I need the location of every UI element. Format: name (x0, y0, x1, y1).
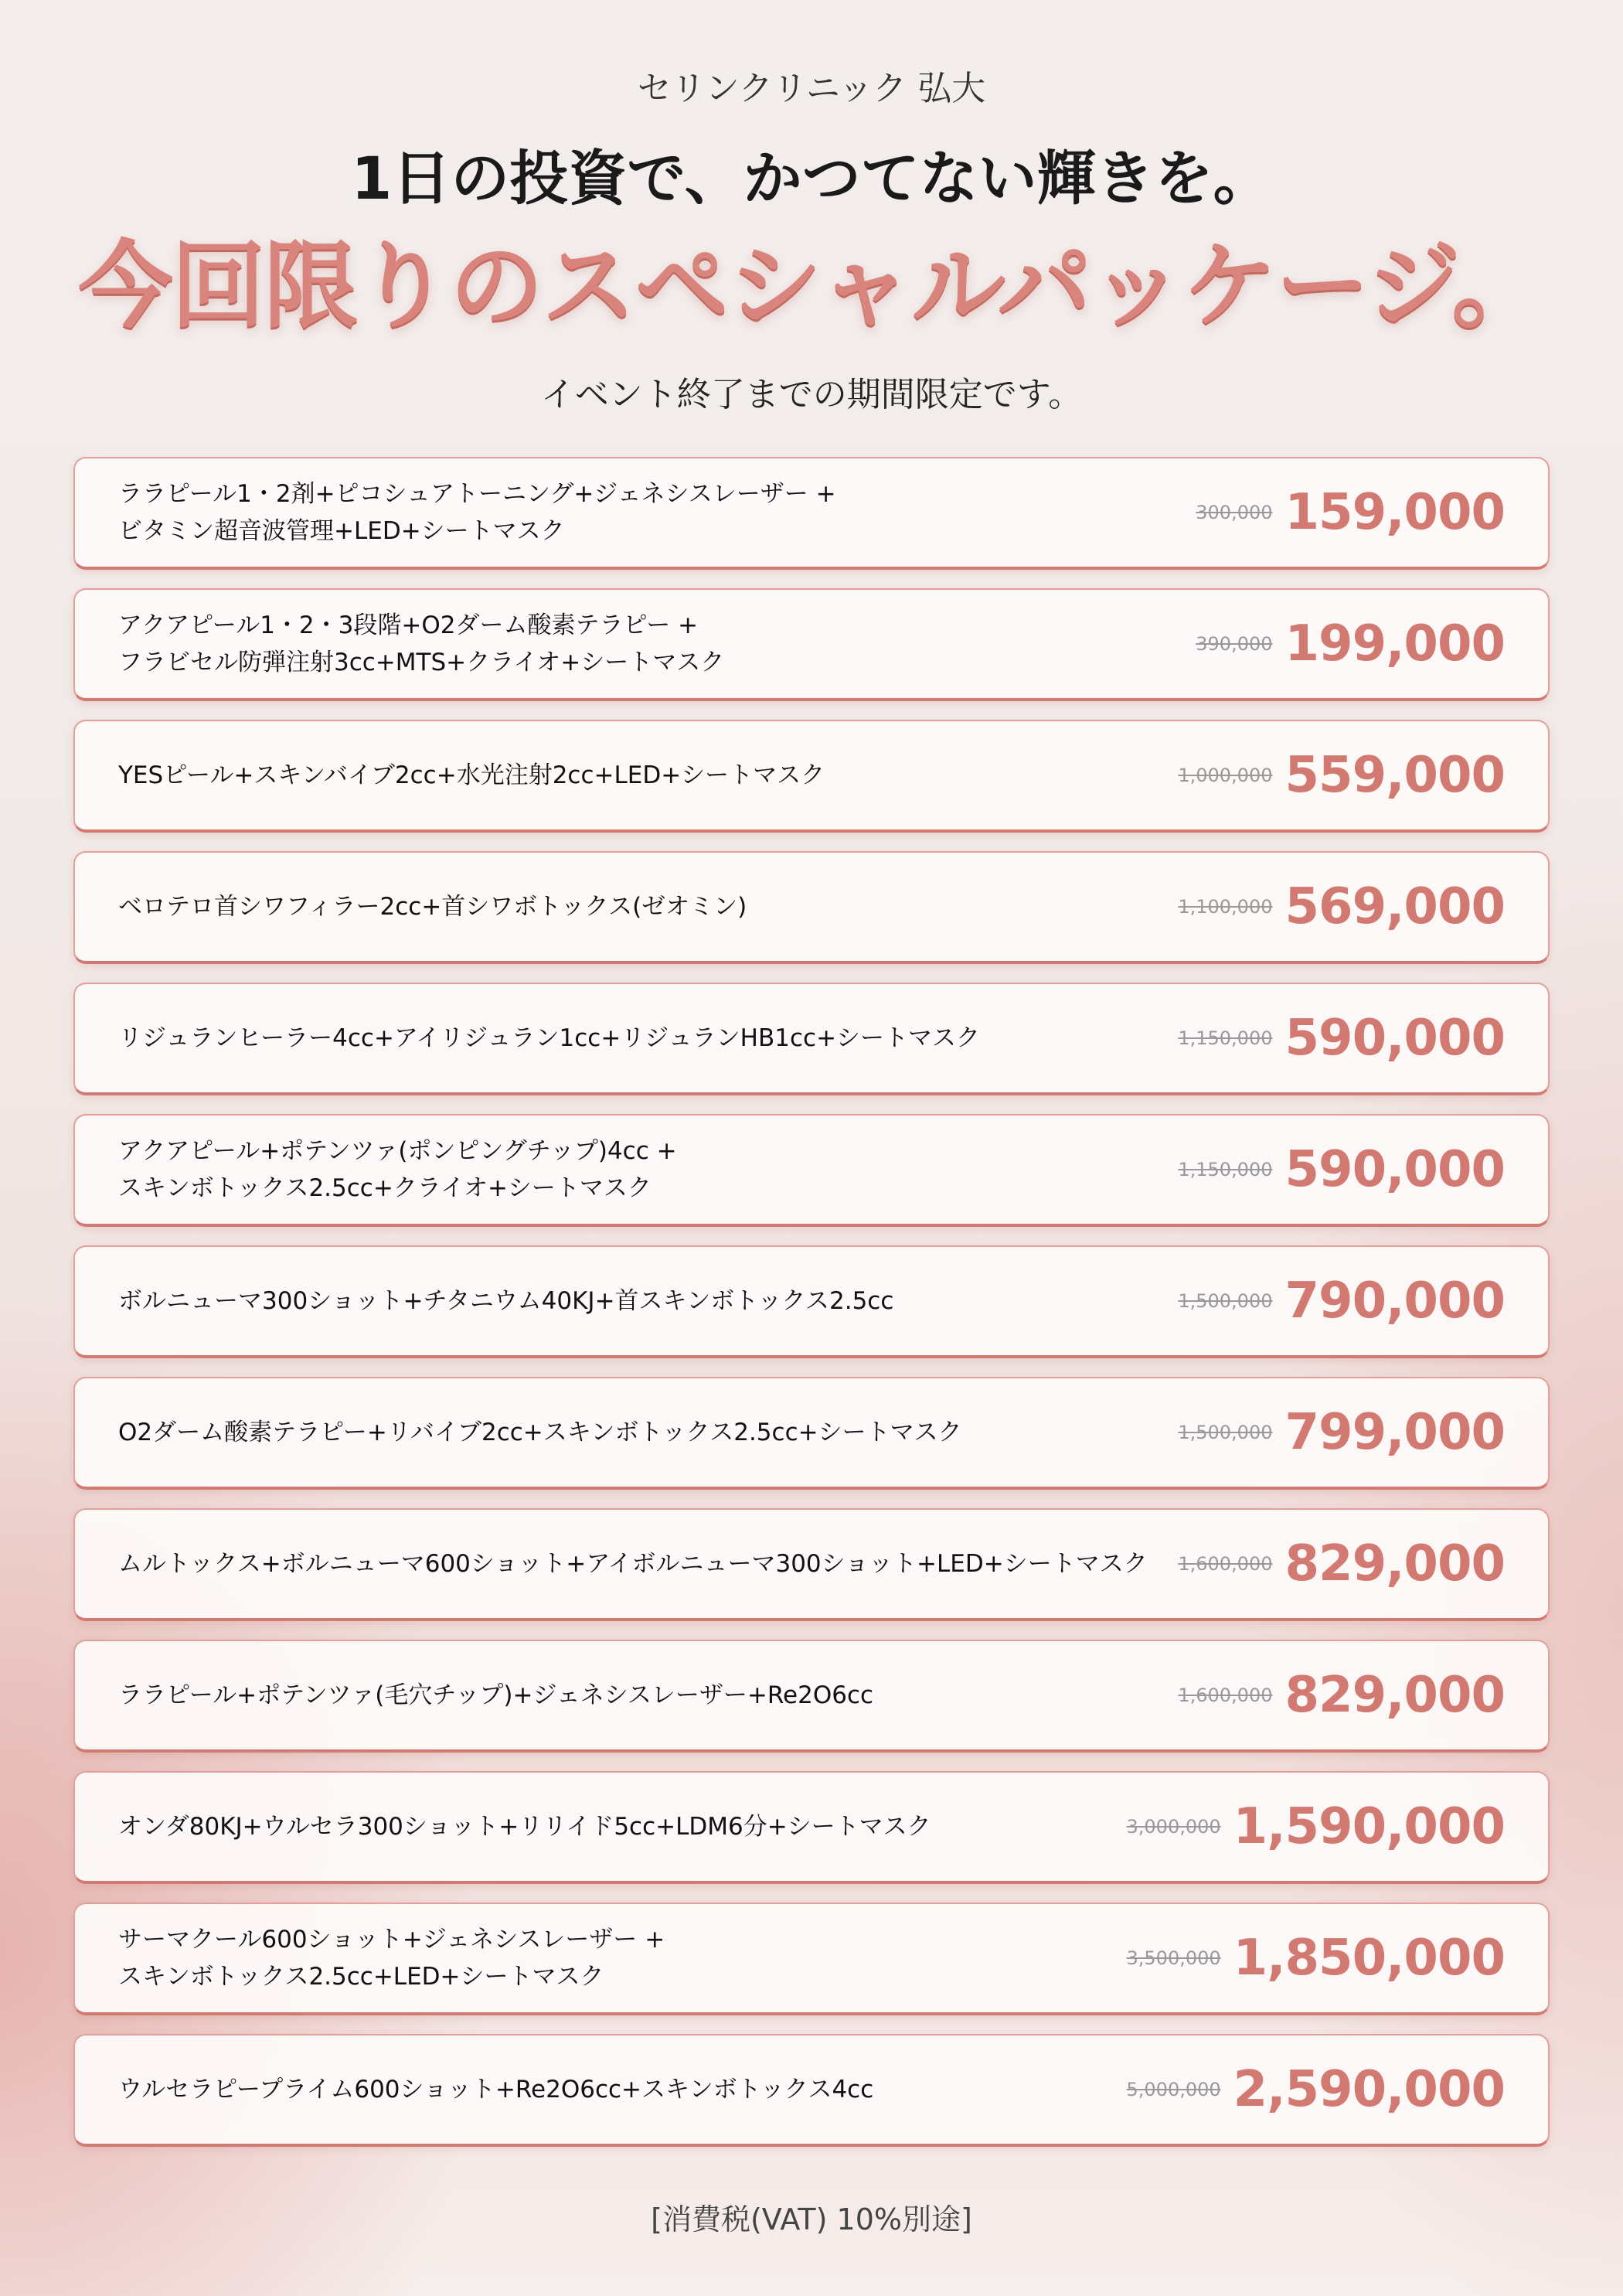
package-description (75, 1545, 1178, 1582)
package-description-line: ムルトックス+ボルニューマ600ショット+アイボルニューマ300ショット+LED+シートマスク (118, 1550, 1148, 1578)
package-prices (1178, 1141, 1548, 1198)
original-price: 3,000,000 (1126, 1816, 1221, 1838)
package-card (73, 1903, 1550, 2015)
package-card (73, 457, 1550, 570)
sale-price: 829,000 (1284, 1667, 1505, 1724)
original-price: 1,500,000 (1178, 1422, 1273, 1443)
package-description-line: ララピール1・2剤+ピコシュアトーニング+ジェネシスレーザー + (118, 480, 836, 508)
package-prices (1196, 484, 1548, 541)
package-prices (1178, 1667, 1548, 1724)
package-description (75, 475, 1196, 550)
package-description (75, 1133, 1178, 1207)
package-prices (1127, 1798, 1549, 1855)
sale-price: 590,000 (1284, 1141, 1505, 1198)
package-description-line: スキンボトックス2.5cc+LED+シートマスク (118, 1963, 604, 1991)
sale-price: 569,000 (1284, 878, 1505, 935)
sale-price: 590,000 (1284, 1010, 1505, 1067)
package-prices (1178, 747, 1548, 804)
package-description-line: サーマクール600ショット+ジェネシスレーザー + (118, 1926, 665, 1954)
package-prices (1196, 615, 1548, 673)
package-description (75, 1921, 1127, 1995)
package-list (73, 457, 1550, 2165)
package-description-line: リジュランヒーラー4cc+アイリジュラン1cc+リジュランHB1cc+シートマスク (118, 1024, 981, 1052)
package-description-line: ビタミン超音波管理+LED+シートマスク (118, 517, 565, 545)
headline: 1日の投資で、かつてない輝きを。 (351, 144, 1272, 213)
package-description (75, 607, 1196, 681)
sale-price: 2,590,000 (1233, 2061, 1505, 2118)
package-description (75, 1283, 1178, 1320)
vat-note: [消費税(VAT) 10%別途] (651, 2202, 972, 2236)
original-price: 1,150,000 (1178, 1027, 1273, 1049)
package-description-line: ボルニューマ300ショット+チタニウム40KJ+首スキンボトックス2.5cc (118, 1287, 894, 1315)
sale-price: 559,000 (1284, 747, 1505, 804)
package-description-line: フラビセル防弾注射3cc+MTS+クライオ+シートマスク (118, 649, 725, 676)
package-description (75, 2071, 1127, 2108)
clinic-name: セリンクリニック 弘大 (637, 69, 986, 108)
package-card (73, 1245, 1550, 1358)
original-price: 300,000 (1196, 502, 1273, 523)
package-description (75, 888, 1178, 925)
package-prices (1127, 1930, 1549, 1987)
package-prices (1178, 1272, 1548, 1330)
sale-price: 790,000 (1284, 1272, 1505, 1330)
original-price: 1,600,000 (1178, 1553, 1273, 1575)
sale-price: 1,590,000 (1233, 1798, 1505, 1855)
original-price: 390,000 (1196, 633, 1273, 655)
original-price: 1,500,000 (1178, 1290, 1273, 1312)
package-card (73, 2034, 1550, 2147)
original-price: 1,150,000 (1178, 1159, 1273, 1180)
package-description (75, 1020, 1178, 1057)
package-description-line: アクアピール1・2・3段階+O2ダーム酸素テラピー + (118, 611, 699, 639)
package-card (73, 1771, 1550, 1884)
package-description (75, 1414, 1178, 1451)
special-package-title: 今回限りのスペシャルパッケージ。 (78, 231, 1545, 341)
package-description (75, 1808, 1127, 1845)
package-description (75, 1677, 1178, 1714)
package-card (73, 588, 1550, 701)
sale-price: 159,000 (1284, 484, 1505, 541)
package-description-line: YESピール+スキンバイブ2cc+水光注射2cc+LED+シートマスク (118, 761, 825, 789)
package-card (73, 851, 1550, 964)
sale-price: 1,850,000 (1233, 1930, 1505, 1987)
package-description-line: オンダ80KJ+ウルセラ300ショット+リリイド5cc+LDM6分+シートマスク (118, 1813, 931, 1841)
package-card (73, 1377, 1550, 1490)
package-description (75, 757, 1178, 794)
package-prices (1178, 1404, 1548, 1461)
sale-price: 799,000 (1284, 1404, 1505, 1461)
package-card (73, 1114, 1550, 1227)
package-description-line: O2ダーム酸素テラピー+リバイブ2cc+スキンボトックス2.5cc+シートマスク (118, 1419, 962, 1446)
package-card (73, 720, 1550, 833)
original-price: 5,000,000 (1126, 2079, 1221, 2100)
package-description-line: ベロテロ首シワフィラー2cc+首シワボトックス(ゼオミン) (118, 893, 747, 921)
package-card (73, 1508, 1550, 1621)
package-description-line: スキンボトックス2.5cc+クライオ+シートマスク (118, 1174, 652, 1202)
package-description-line: ララピール+ポテンツァ(毛穴チップ)+ジェネシスレーザー+Re2O6cc (118, 1681, 874, 1709)
package-prices (1178, 1010, 1548, 1067)
original-price: 1,100,000 (1178, 896, 1273, 918)
subtitle: イベント終了までの期間限定です。 (540, 375, 1083, 414)
package-prices (1178, 1535, 1548, 1593)
original-price: 1,000,000 (1178, 765, 1273, 786)
sale-price: 199,000 (1284, 615, 1505, 673)
original-price: 1,600,000 (1178, 1685, 1273, 1706)
sale-price: 829,000 (1284, 1535, 1505, 1593)
original-price: 3,500,000 (1126, 1947, 1221, 1969)
package-description-line: アクアピール+ポテンツァ(ポンピングチップ)4cc + (118, 1137, 677, 1165)
package-prices (1127, 2061, 1549, 2118)
package-card (73, 983, 1550, 1095)
package-prices (1178, 878, 1548, 935)
package-card (73, 1640, 1550, 1753)
package-description-line: ウルセラピープライム600ショット+Re2O6cc+スキンボトックス4cc (118, 2076, 874, 2104)
